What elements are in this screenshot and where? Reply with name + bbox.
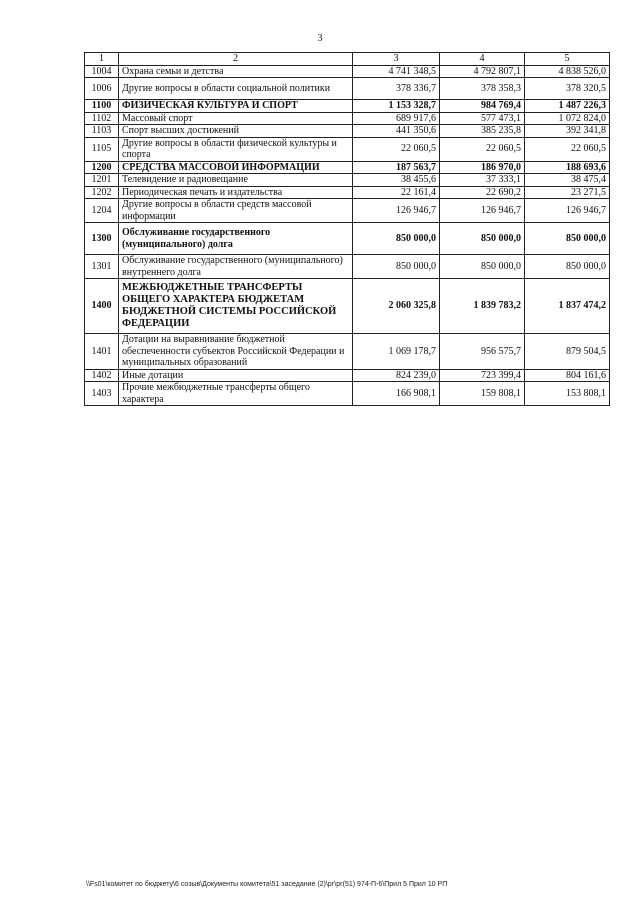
row-value-3: 187 563,7 (353, 161, 440, 174)
table-row (85, 382, 610, 406)
row-value-3: 441 350,6 (353, 125, 440, 138)
row-value-3: 2 060 325,8 (353, 279, 440, 334)
row-value-4: 37 333,1 (440, 174, 525, 187)
row-code: 1301 (85, 255, 119, 279)
header-col-4: 4 (440, 53, 525, 66)
row-value-3: 850 000,0 (353, 223, 440, 255)
row-code: 1100 (85, 100, 119, 113)
row-value-5: 38 475,4 (525, 174, 610, 187)
budget-table (84, 52, 610, 406)
table-row (85, 186, 610, 199)
row-name: Дотации на выравнивание бюджетной обеспеченности субъектов Российской Федерации и муниципальных образований (119, 334, 353, 370)
row-code: 1102 (85, 112, 119, 125)
row-code: 1004 (85, 65, 119, 78)
row-name: СРЕДСТВА МАССОВОЙ ИНФОРМАЦИИ (119, 161, 353, 174)
row-name: ФИЗИЧЕСКАЯ КУЛЬТУРА И СПОРТ (119, 100, 353, 113)
row-value-3: 22 060,5 (353, 137, 440, 161)
row-name: Спорт высших достижений (119, 125, 353, 138)
row-code: 1200 (85, 161, 119, 174)
row-value-3: 38 455,6 (353, 174, 440, 187)
table-row (85, 369, 610, 382)
row-value-4: 956 575,7 (440, 334, 525, 370)
row-value-4: 577 473,1 (440, 112, 525, 125)
header-col-5: 5 (525, 53, 610, 66)
row-value-4: 850 000,0 (440, 255, 525, 279)
row-value-3: 824 239,0 (353, 369, 440, 382)
row-value-3: 126 946,7 (353, 199, 440, 223)
row-name: Телевидение и радиовещание (119, 174, 353, 187)
table-row (85, 100, 610, 113)
row-code: 1105 (85, 137, 119, 161)
row-value-4: 126 946,7 (440, 199, 525, 223)
table-row (85, 137, 610, 161)
row-value-5: 4 838 526,0 (525, 65, 610, 78)
row-value-4: 1 839 783,2 (440, 279, 525, 334)
table-row (85, 223, 610, 255)
row-code: 1103 (85, 125, 119, 138)
row-name: Другие вопросы в области социальной политики (119, 78, 353, 100)
header-col-2: 2 (119, 53, 353, 66)
row-value-5: 392 341,8 (525, 125, 610, 138)
page-number: 3 (317, 33, 323, 44)
table-row (85, 78, 610, 100)
table-row (85, 199, 610, 223)
table-row (85, 161, 610, 174)
row-value-4: 984 769,4 (440, 100, 525, 113)
row-value-3: 22 161,4 (353, 186, 440, 199)
row-code: 1300 (85, 223, 119, 255)
row-code: 1401 (85, 334, 119, 370)
row-name: Массовый спорт (119, 112, 353, 125)
table-row (85, 334, 610, 370)
row-code: 1006 (85, 78, 119, 100)
row-value-3: 1 069 178,7 (353, 334, 440, 370)
row-value-5: 804 161,6 (525, 369, 610, 382)
row-name: Обслуживание государственного (муниципального) внутреннего долга (119, 255, 353, 279)
row-name: МЕЖБЮДЖЕТНЫЕ ТРАНСФЕРТЫ ОБЩЕГО ХАРАКТЕРА БЮДЖЕТАМ БЮДЖЕТНОЙ СИСТЕМЫ РОССИЙСКОЙ ФЕДЕРАЦИИ (119, 279, 353, 334)
row-value-5: 126 946,7 (525, 199, 610, 223)
row-value-5: 22 060,5 (525, 137, 610, 161)
row-name: Прочие межбюджетные трансферты общего характера (119, 382, 353, 406)
row-code: 1403 (85, 382, 119, 406)
row-code: 1204 (85, 199, 119, 223)
table-row (85, 279, 610, 334)
row-value-5: 188 693,6 (525, 161, 610, 174)
table-row (85, 112, 610, 125)
row-value-4: 22 690,2 (440, 186, 525, 199)
row-value-4: 4 792 807,1 (440, 65, 525, 78)
row-value-3: 4 741 348,5 (353, 65, 440, 78)
row-name: Другие вопросы в области средств массовой информации (119, 199, 353, 223)
row-value-3: 378 336,7 (353, 78, 440, 100)
row-code: 1202 (85, 186, 119, 199)
table-row (85, 65, 610, 78)
row-name: Иные дотации (119, 369, 353, 382)
row-value-5: 879 504,5 (525, 334, 610, 370)
header-col-1: 1 (85, 53, 119, 66)
row-value-5: 850 000,0 (525, 255, 610, 279)
row-value-3: 850 000,0 (353, 255, 440, 279)
row-name: Другие вопросы в области физической культуры и спорта (119, 137, 353, 161)
row-value-4: 22 060,5 (440, 137, 525, 161)
table-row (85, 255, 610, 279)
row-name: Периодическая печать и издательства (119, 186, 353, 199)
row-code: 1400 (85, 279, 119, 334)
row-code: 1402 (85, 369, 119, 382)
table-row (85, 174, 610, 187)
row-value-4: 723 399,4 (440, 369, 525, 382)
row-value-5: 1 837 474,2 (525, 279, 610, 334)
row-value-3: 1 153 328,7 (353, 100, 440, 113)
row-value-3: 689 917,6 (353, 112, 440, 125)
row-value-5: 850 000,0 (525, 223, 610, 255)
row-name: Обслуживание государственного (муниципального) долга (119, 223, 353, 255)
row-value-4: 850 000,0 (440, 223, 525, 255)
row-value-4: 186 970,0 (440, 161, 525, 174)
table-body (85, 65, 610, 406)
row-value-4: 159 808,1 (440, 382, 525, 406)
row-value-3: 166 908,1 (353, 382, 440, 406)
row-value-5: 153 808,1 (525, 382, 610, 406)
footer-file-path: \\Fs01\комитет по бюджету\6 созыв\Документы комитета\51 заседание (2)\рг\рг(51) 974-П-6\Прил 5 Прил 10 РП (86, 881, 448, 888)
row-value-5: 378 320,5 (525, 78, 610, 100)
row-name: Охрана семьи и детства (119, 65, 353, 78)
row-value-5: 1 487 226,3 (525, 100, 610, 113)
row-value-5: 23 271,5 (525, 186, 610, 199)
row-value-4: 378 358,3 (440, 78, 525, 100)
table-row (85, 125, 610, 138)
row-value-4: 385 235,8 (440, 125, 525, 138)
header-col-3: 3 (353, 53, 440, 66)
row-value-5: 1 072 824,0 (525, 112, 610, 125)
table-header-row (85, 53, 610, 66)
row-code: 1201 (85, 174, 119, 187)
